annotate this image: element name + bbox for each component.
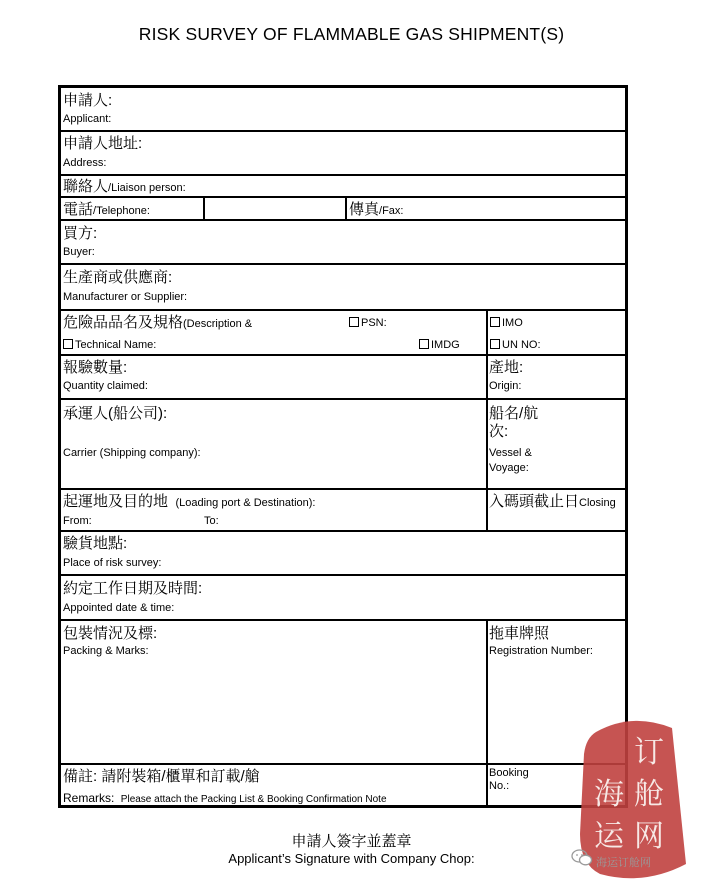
imo-label: IMO <box>502 317 523 329</box>
row-buyer[interactable] <box>61 221 625 265</box>
wechat-icon <box>571 849 593 866</box>
description-label-en: (Description & <box>183 318 253 330</box>
seal-char: 订 <box>634 735 664 770</box>
imo-option[interactable] <box>490 317 523 329</box>
row-quantity <box>61 356 625 400</box>
fax-label-en: /Fax: <box>379 205 404 217</box>
loading-label-en: (Loading port & Destination): <box>175 497 316 509</box>
imdg-label: IMDG <box>431 339 460 351</box>
fax-label-zh: 傳真 <box>349 201 380 218</box>
seal-char: 海 <box>594 777 624 812</box>
row-manufacturer[interactable] <box>61 265 625 311</box>
row-carrier <box>61 400 625 490</box>
loading-label <box>63 494 316 510</box>
row-address[interactable] <box>61 132 625 176</box>
carrier-label-en: Carrier (Shipping company): <box>63 447 201 459</box>
remarks-label <box>63 790 387 806</box>
carrier-label-zh: 承運人(船公司): <box>63 405 168 422</box>
liaison-label-zh: 聯絡人 <box>63 178 109 195</box>
technical-name-option[interactable] <box>63 339 156 351</box>
closing-label-en: Closing <box>579 497 616 509</box>
psn-checkbox[interactable] <box>349 317 359 327</box>
divider <box>486 311 488 354</box>
signature-label-zh: 申請人簽字並蓋章 <box>291 833 412 850</box>
row-applicant[interactable] <box>61 88 625 132</box>
divider <box>345 198 347 219</box>
voyage-label-en: Voyage: <box>489 462 529 474</box>
place-label-zh: 驗貨地點: <box>63 535 128 552</box>
psn-label: PSN: <box>361 317 387 329</box>
seal-char: 运 <box>594 819 624 854</box>
vessel-label-zh: 船名/航 <box>489 405 539 422</box>
row-liaison[interactable] <box>61 176 625 198</box>
un-no-option[interactable] <box>490 339 541 351</box>
un-no-label: UN NO: <box>502 339 541 351</box>
row-packing <box>61 621 625 765</box>
row-remarks <box>61 765 625 805</box>
fax-label <box>349 202 403 218</box>
packing-label-zh: 包裝情況及標: <box>63 625 158 642</box>
vessel-label-zh-cont: 次: <box>489 423 509 440</box>
applicant-label-en: Applicant: <box>63 113 112 125</box>
remarks-label-en: Remarks: <box>63 791 115 805</box>
registration-label-en: Registration Number: <box>489 645 593 657</box>
description-label <box>63 315 252 331</box>
survey-form <box>58 85 628 808</box>
technical-name-label: Technical Name: <box>75 339 157 351</box>
seal-char: 舱 <box>634 777 664 812</box>
document-title: RISK SURVEY OF FLAMMABLE GAS SHIPMENT(S) <box>138 24 565 44</box>
imdg-option[interactable] <box>419 339 460 351</box>
imdg-checkbox[interactable] <box>419 339 429 349</box>
buyer-label-zh: 買方: <box>63 225 98 242</box>
closing-label-zh: 入碼頭截止日 <box>489 493 580 510</box>
appointed-label-zh: 約定工作日期及時間: <box>63 580 203 597</box>
psn-option[interactable] <box>349 317 387 329</box>
origin-label-zh: 產地: <box>489 359 524 376</box>
row-loading <box>61 490 625 532</box>
closing-label <box>489 494 616 510</box>
row-place[interactable] <box>61 532 625 576</box>
seal-char: 网 <box>634 819 664 854</box>
manufacturer-label-zh: 生產商或供應商: <box>63 269 173 286</box>
quantity-label-zh: 報驗數量: <box>63 359 128 376</box>
description-label-zh: 危險品品名及規格 <box>63 314 184 331</box>
row-appointed[interactable] <box>61 576 625 621</box>
loading-label-zh: 起運地及目的地 <box>63 493 169 510</box>
telephone-label-en: /Telephone: <box>93 205 150 217</box>
telephone-label <box>63 202 150 218</box>
buyer-label-en: Buyer: <box>63 246 95 258</box>
address-label-zh: 申請人地址: <box>63 135 143 152</box>
registration-label-zh: 拖車牌照 <box>489 625 550 642</box>
remarks-label-zh: 備註: 請附裝箱/櫃單和訂載/艙 <box>63 768 260 785</box>
telephone-field[interactable] <box>205 198 345 219</box>
row-description <box>61 311 625 356</box>
packing-label-en: Packing & Marks: <box>63 645 149 657</box>
signature-label-en: Applicant’s Signature with Company Chop: <box>228 851 475 866</box>
place-label-en: Place of risk survey: <box>63 557 162 569</box>
technical-name-checkbox[interactable] <box>63 339 73 349</box>
un-no-checkbox[interactable] <box>490 339 500 349</box>
watermark-text: 海运订舱网 <box>596 857 651 869</box>
from-label: From: <box>63 515 92 527</box>
liaison-label <box>63 179 186 195</box>
telephone-label-zh: 電話 <box>63 201 94 218</box>
appointed-label-en: Appointed date & time: <box>63 602 175 614</box>
address-label-en: Address: <box>63 157 107 169</box>
imo-checkbox[interactable] <box>490 317 500 327</box>
to-label: To: <box>204 515 219 527</box>
remarks-note: Please attach the Packing List & Booking Confirmation Note <box>120 794 387 805</box>
manufacturer-label-en: Manufacturer or Supplier: <box>63 291 188 303</box>
vessel-label-en: Vessel & <box>489 447 532 459</box>
packing-field[interactable] <box>61 621 486 763</box>
quantity-label-en: Quantity claimed: <box>63 380 148 392</box>
booking-label-en: Booking <box>489 767 529 779</box>
applicant-label-zh: 申請人: <box>63 92 113 109</box>
origin-label-en: Origin: <box>489 380 522 392</box>
liaison-label-en: /Liaison person: <box>108 182 186 194</box>
row-telephone-fax <box>61 198 625 221</box>
booking-no-label-en: No.: <box>489 780 510 792</box>
